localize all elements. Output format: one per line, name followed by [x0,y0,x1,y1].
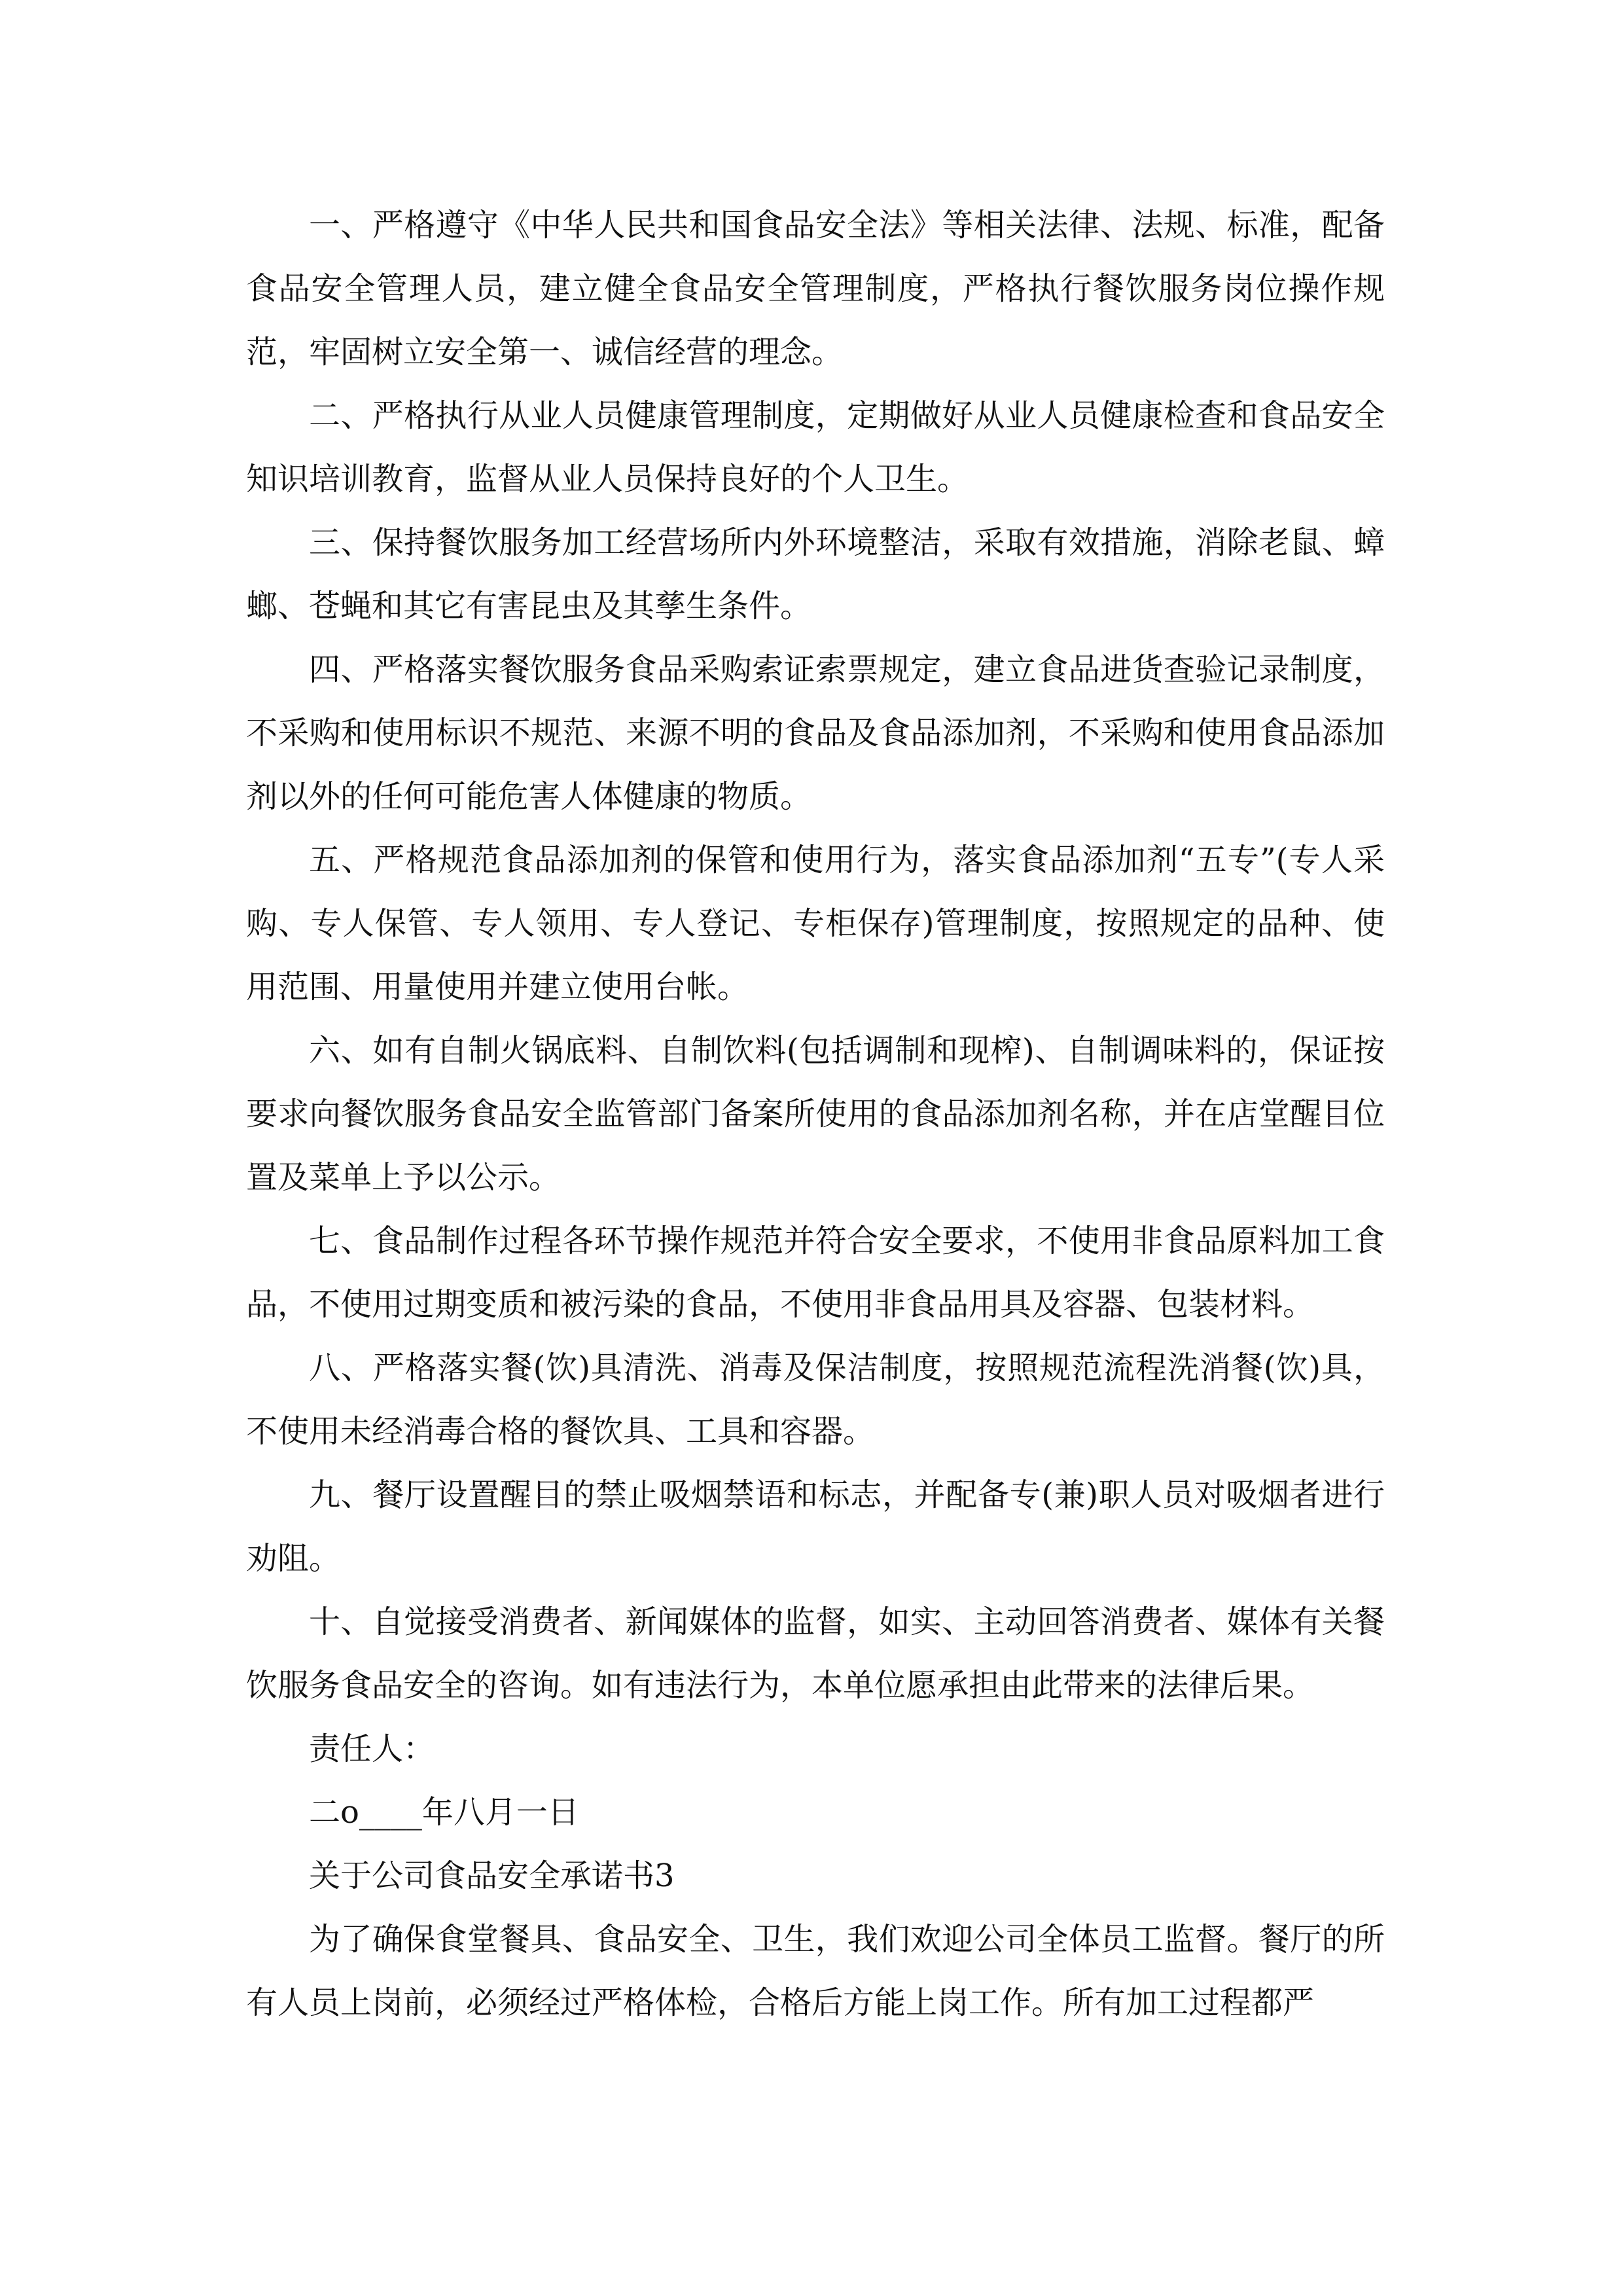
clause-9: 九、餐厅设置醒目的禁止吸烟禁语和标志，并配备专(兼)职人员对吸烟者进行劝阻。 [246,1477,1385,1577]
intro-paragraph: 为了确保食堂餐具、食品安全、卫生，我们欢迎公司全体员工监督。餐厅的所有人员上岗前，必须经过严格体检，合格后方能上岗工作。所有加工过程都严 [246,1921,1385,2021]
clause-3: 三、保持餐饮服务加工经营场所内外环境整洁，采取有效措施，消除老鼠、蟑螂、苍蝇和其它有害昆虫及其孳生条件。 [246,524,1385,624]
clause-7: 七、食品制作过程各环节操作规范并符合安全要求，不使用非食品原料加工食品，不使用过期变质和被污染的食品，不使用非食品用具及容器、包装材料。 [246,1223,1385,1323]
clause-2: 二、严格执行从业人员健康管理制度，定期做好从业人员健康检查和食品安全知识培训教育，监督从业人员保持良好的个人卫生。 [246,397,1385,497]
clause-6: 六、如有自制火锅底料、自制饮料(包括调制和现榨)、自制调味料的，保证按要求向餐饮服务食品安全监管部门备案所使用的食品添加剂名称，并在店堂醒目位置及菜单上予以公示。 [246,1032,1385,1196]
clause-5: 五、严格规范食品添加剂的保管和使用行为，落实食品添加剂“五专”(专人采购、专人保管、专人领用、专人登记、专柜保存)管理制度，按照规定的品种、使用范围、用量使用并建立使用台帐。 [246,842,1385,1005]
clause-10: 十、自觉接受消费者、新闻媒体的监督，如实、主动回答消费者、媒体有关餐饮服务食品安全的咨询。如有违法行为，本单位愿承担由此带来的法律后果。 [246,1604,1385,1704]
clause-4: 四、严格落实餐饮服务食品采购索证索票规定，建立食品进货查验记录制度，不采购和使用标识不规范、来源不明的食品及食品添加剂，不采购和使用食品添加剂以外的任何可能危害人体健康的物质。 [246,651,1385,815]
clause-8: 八、严格落实餐(饮)具清洗、消毒及保洁制度，按照规范流程洗消餐(饮)具，不使用未经消毒合格的餐饮具、工具和容器。 [246,1350,1385,1450]
clause-1: 一、严格遵守《中华人民共和国食品安全法》等相关法律、法规、标准，配备食品安全管理人员，建立健全食品安全管理制度，严格执行餐饮服务岗位操作规范，牢固树立安全第一、诚信经营的理念。 [246,207,1385,370]
document-body [246,194,1385,2035]
signature-label: 责任人： [309,1731,435,1767]
date-line: 二o____年八月一日 [309,1794,579,1831]
section-title: 关于公司食品安全承诺书3 [309,1857,675,1894]
